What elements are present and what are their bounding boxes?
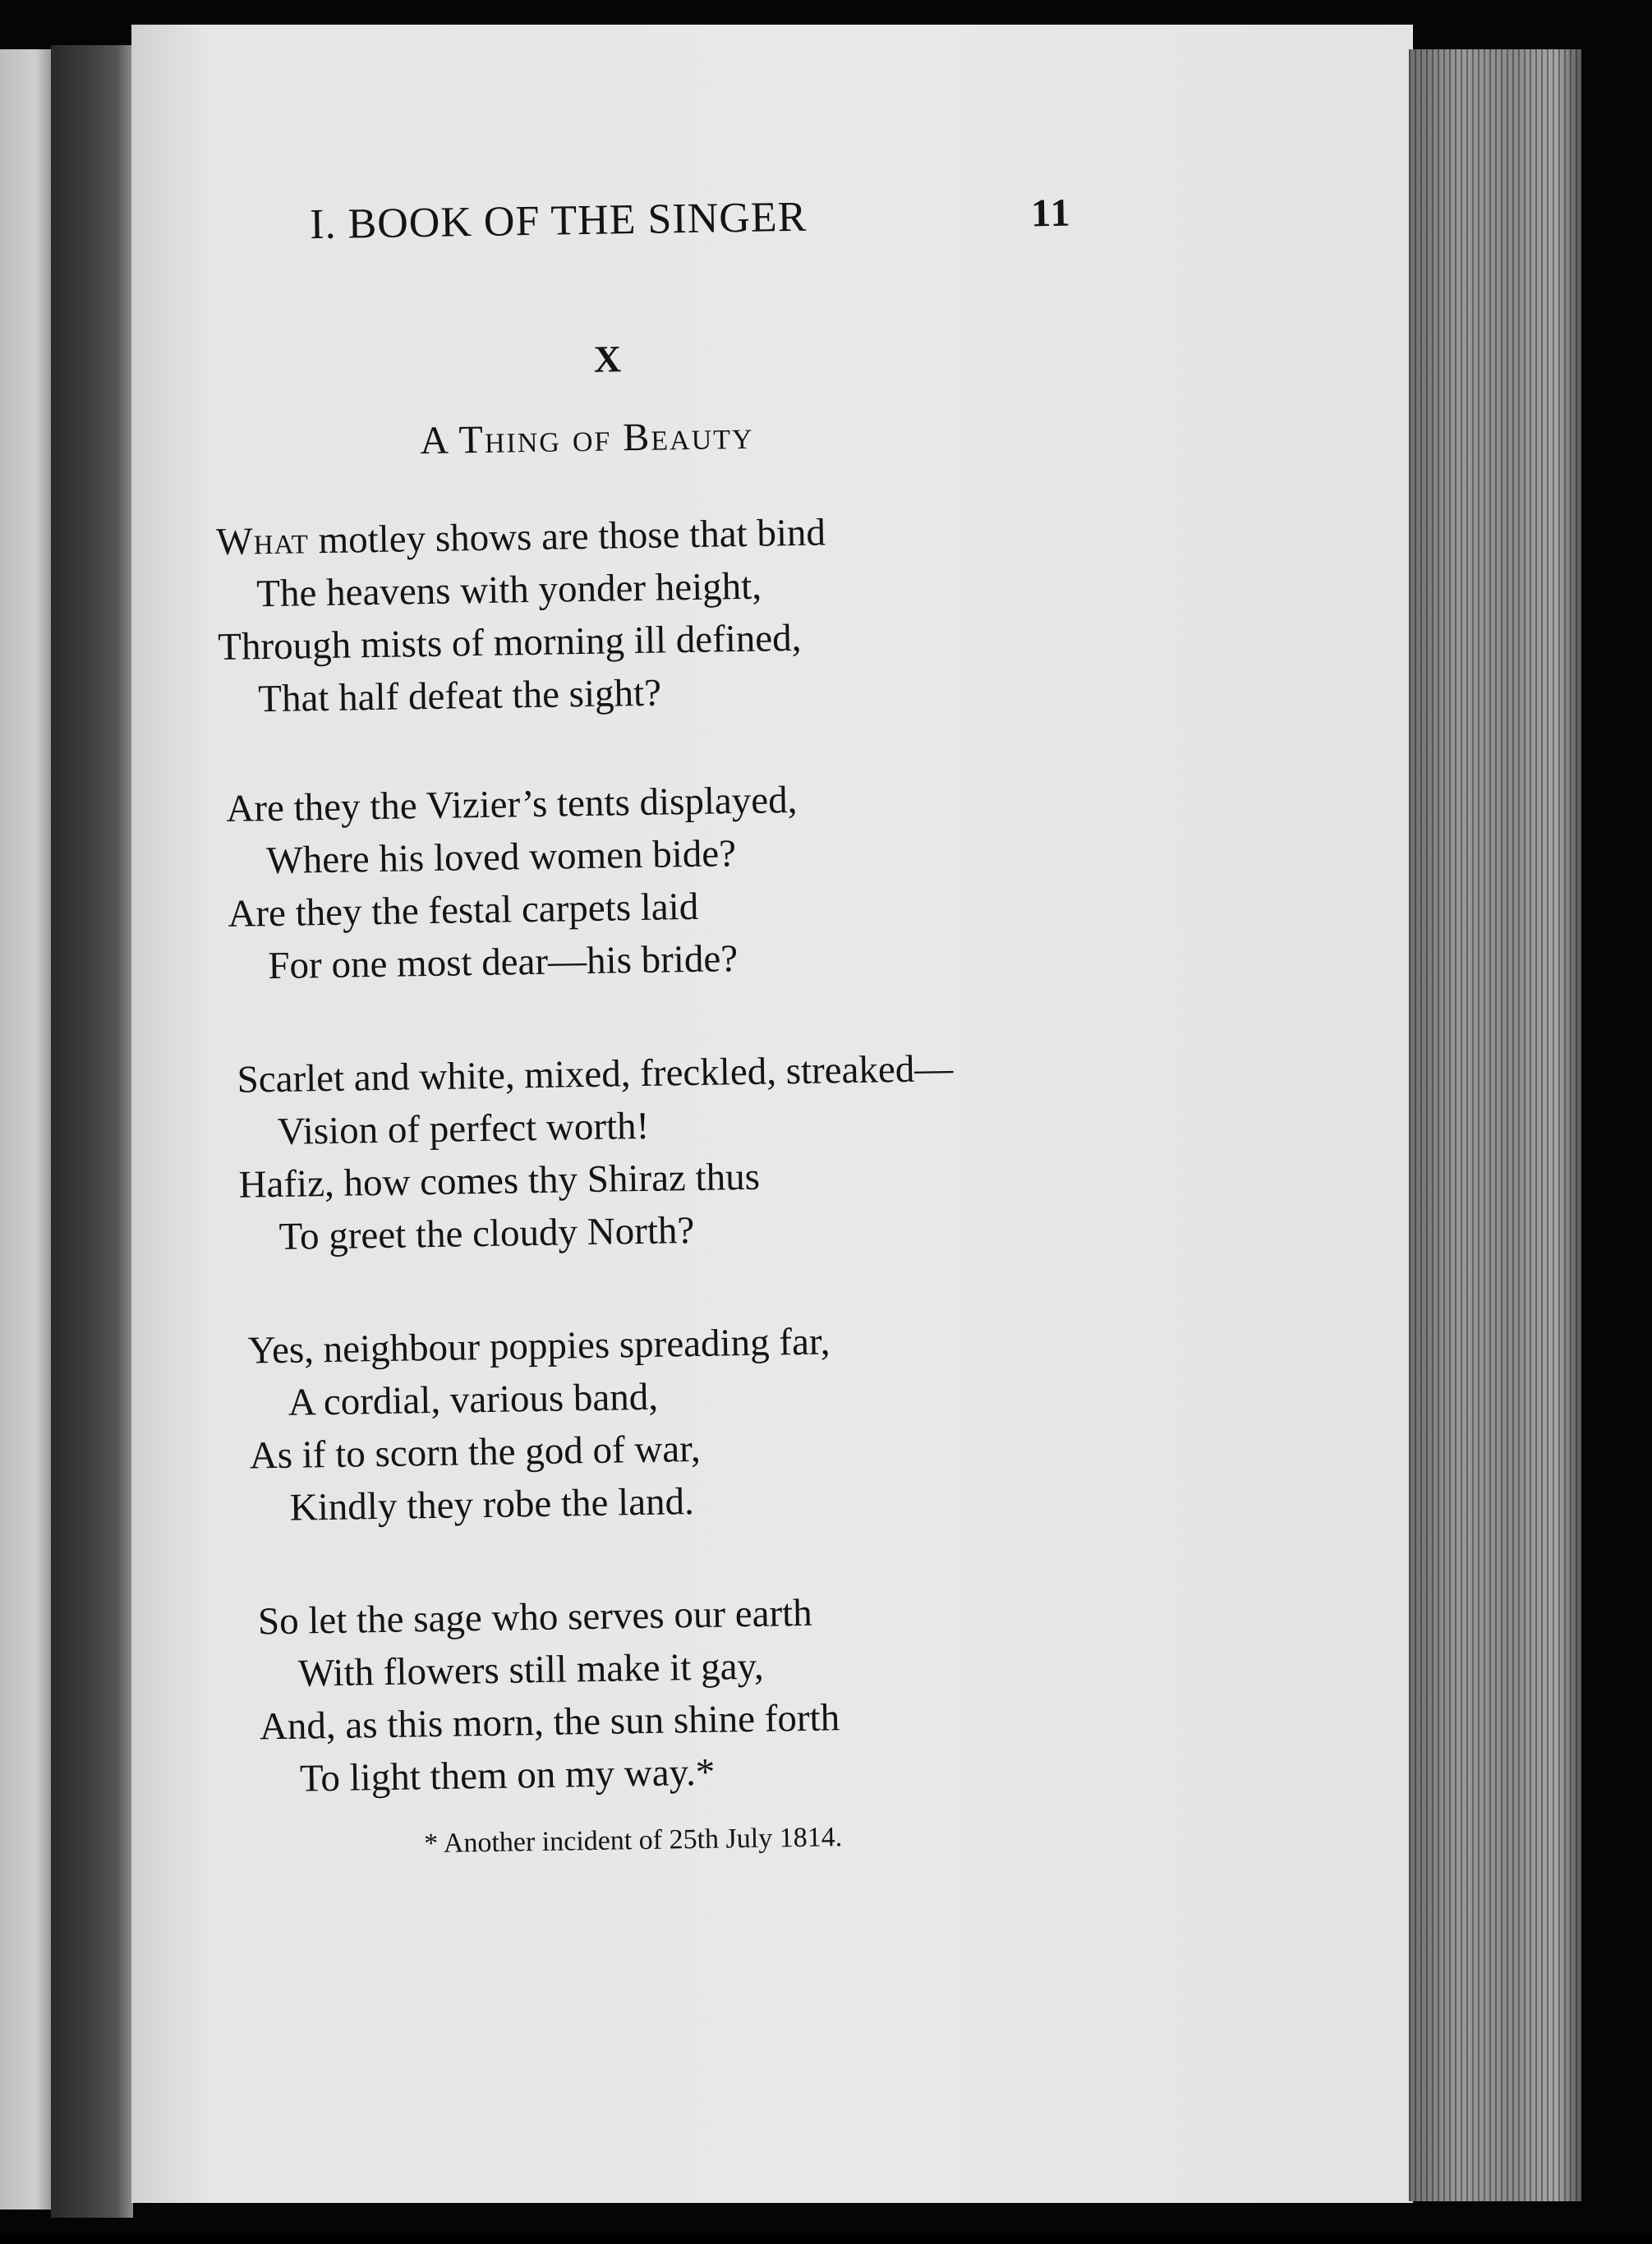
- stanza-4: [247, 1315, 833, 1534]
- poem-line: That half defeat the sight?: [257, 671, 662, 721]
- stanza-2: [226, 774, 800, 993]
- line-rest: motley shows are those that bind: [308, 511, 826, 563]
- stanza-5: [257, 1586, 840, 1805]
- footnote: * Another incident of 25th July 1814.: [423, 1822, 843, 1860]
- poem-line: A cordial, various band,: [288, 1375, 659, 1424]
- poem-line: So let the sage who serves our earth: [257, 1591, 813, 1644]
- poem-numeral: X: [593, 338, 622, 380]
- poem-line: Kindly they robe the land.: [289, 1480, 695, 1529]
- poem-line: To light them on my way.*: [299, 1750, 716, 1800]
- stanza-1: [216, 506, 829, 726]
- page-number: 11: [1030, 191, 1072, 236]
- poem-line: With flowers still make it gay,: [297, 1644, 765, 1695]
- running-title: I. BOOK OF THE SINGER: [309, 193, 808, 249]
- poem-line: Yes, neighbour poppies spreading far,: [247, 1320, 831, 1373]
- poem-title: A Thing of Beauty: [419, 413, 754, 463]
- poem-line: And, as this morn, the sun shine forth: [259, 1696, 840, 1749]
- poem-line: [216, 506, 826, 568]
- poem-line: To greet the cloudy North?: [278, 1208, 695, 1258]
- poem-line: Vision of perfect worth!: [277, 1104, 650, 1153]
- poem-line: Are they the Vizier’s tents displayed,: [226, 778, 798, 830]
- poem-line: For one most dear—his bride?: [268, 937, 739, 988]
- poem-line: Through mists of morning ill defined,: [217, 616, 802, 669]
- poem-line: As if to scorn the god of war,: [249, 1427, 702, 1478]
- stanza-3: [237, 1042, 956, 1264]
- poem-line: Hafiz, how comes thy Shiraz thus: [238, 1155, 761, 1207]
- drop-word: What: [215, 519, 310, 564]
- poem-line: The heavens with yonder height,: [255, 564, 762, 616]
- poem-line: Scarlet and white, mixed, freckled, streaked—: [237, 1047, 954, 1101]
- poem-line: Where his loved women bide?: [266, 832, 737, 883]
- poem-line: Are they the festal carpets laid: [228, 885, 699, 936]
